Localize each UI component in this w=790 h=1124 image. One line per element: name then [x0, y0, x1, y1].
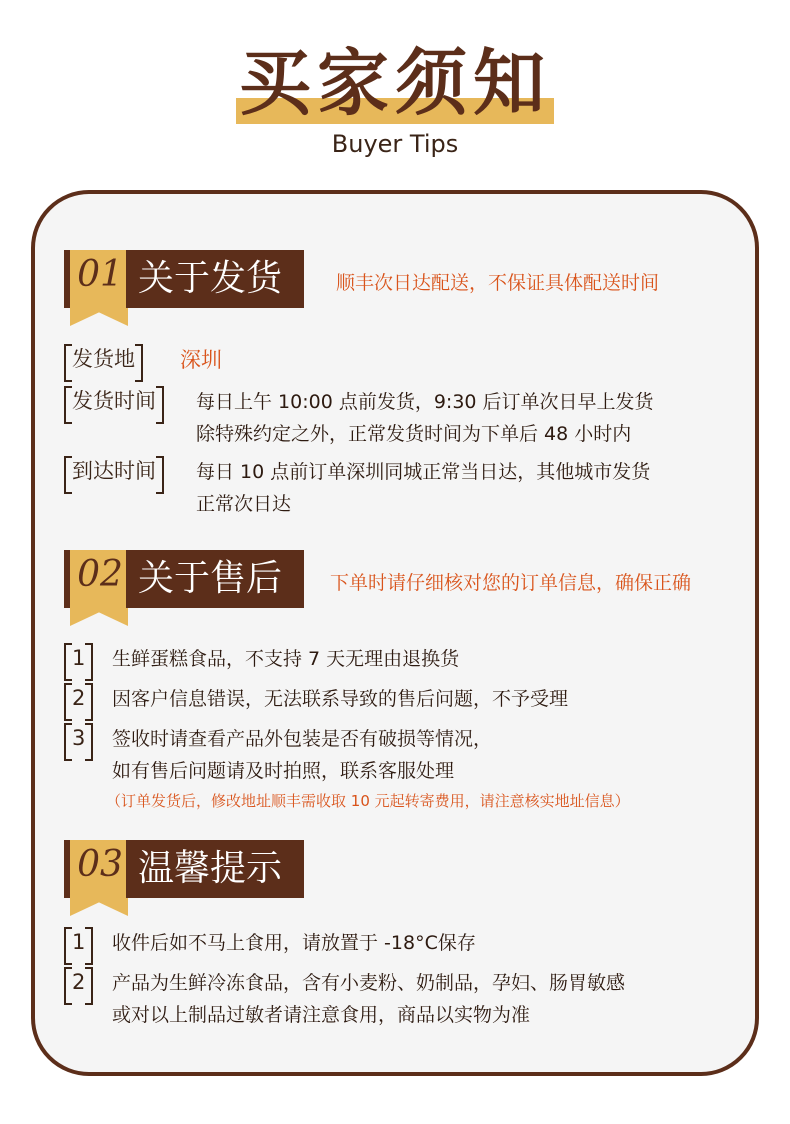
row-line: 除特殊约定之外，正常发货时间为下单后 48 小时内 [196, 423, 632, 445]
ship-from-value: 深圳 [180, 348, 222, 372]
row-line: 生鲜蛋糕食品，不支持 7 天无理由退换货 [112, 648, 460, 670]
row-number: 3 [64, 723, 93, 753]
section-01-note: 顺丰次日达配送，不保证具体配送时间 [336, 272, 660, 294]
row-label: 到达时间 [64, 456, 164, 486]
row-number: 1 [64, 927, 93, 957]
page-subtitle: Buyer Tips [331, 130, 459, 158]
row-label: 发货地 [64, 344, 143, 374]
row-number: 2 [64, 683, 93, 713]
title-block [0, 38, 790, 128]
row-line: 正常次日达 [196, 493, 292, 515]
section-number: 03 [77, 844, 123, 885]
row-number: 2 [64, 967, 93, 997]
section-02-footnote: （订单发货后，修改地址顺丰需收取 10 元起转寄费用，请注意核实地址信息） [106, 792, 630, 810]
row-line: 产品为生鲜冷冻食品，含有小麦粉、奶制品，孕妇、肠胃敏感 [112, 972, 626, 994]
row-number: 1 [64, 643, 93, 673]
section-02-note: 下单时请仔细核对您的订单信息，确保正确 [330, 572, 692, 594]
section-number: 02 [77, 554, 123, 595]
row-line: 收件后如不马上食用，请放置于 -18°C保存 [112, 932, 476, 954]
row-line: 签收时请查看产品外包装是否有破损等情况， [112, 728, 493, 750]
page-title: 买家须知 [238, 41, 551, 125]
section-title: 关于售后 [126, 550, 304, 608]
section-title: 温馨提示 [126, 840, 304, 898]
row-line: 每日 10 点前订单深圳同城正常当日达，其他城市发货 [196, 461, 651, 483]
row-line: 每日上午 10:00 点前发货，9:30 后订单次日早上发货 [196, 391, 654, 413]
row-line: 如有售后问题请及时拍照，联系客服处理 [112, 760, 455, 782]
row-label: 发货时间 [64, 386, 164, 416]
row-line: 或对以上制品过敏者请注意食用，商品以实物为准 [112, 1004, 531, 1026]
section-number: 01 [77, 254, 123, 295]
section-title: 关于发货 [126, 250, 304, 308]
row-line: 因客户信息错误，无法联系导致的售后问题，不予受理 [112, 688, 569, 710]
